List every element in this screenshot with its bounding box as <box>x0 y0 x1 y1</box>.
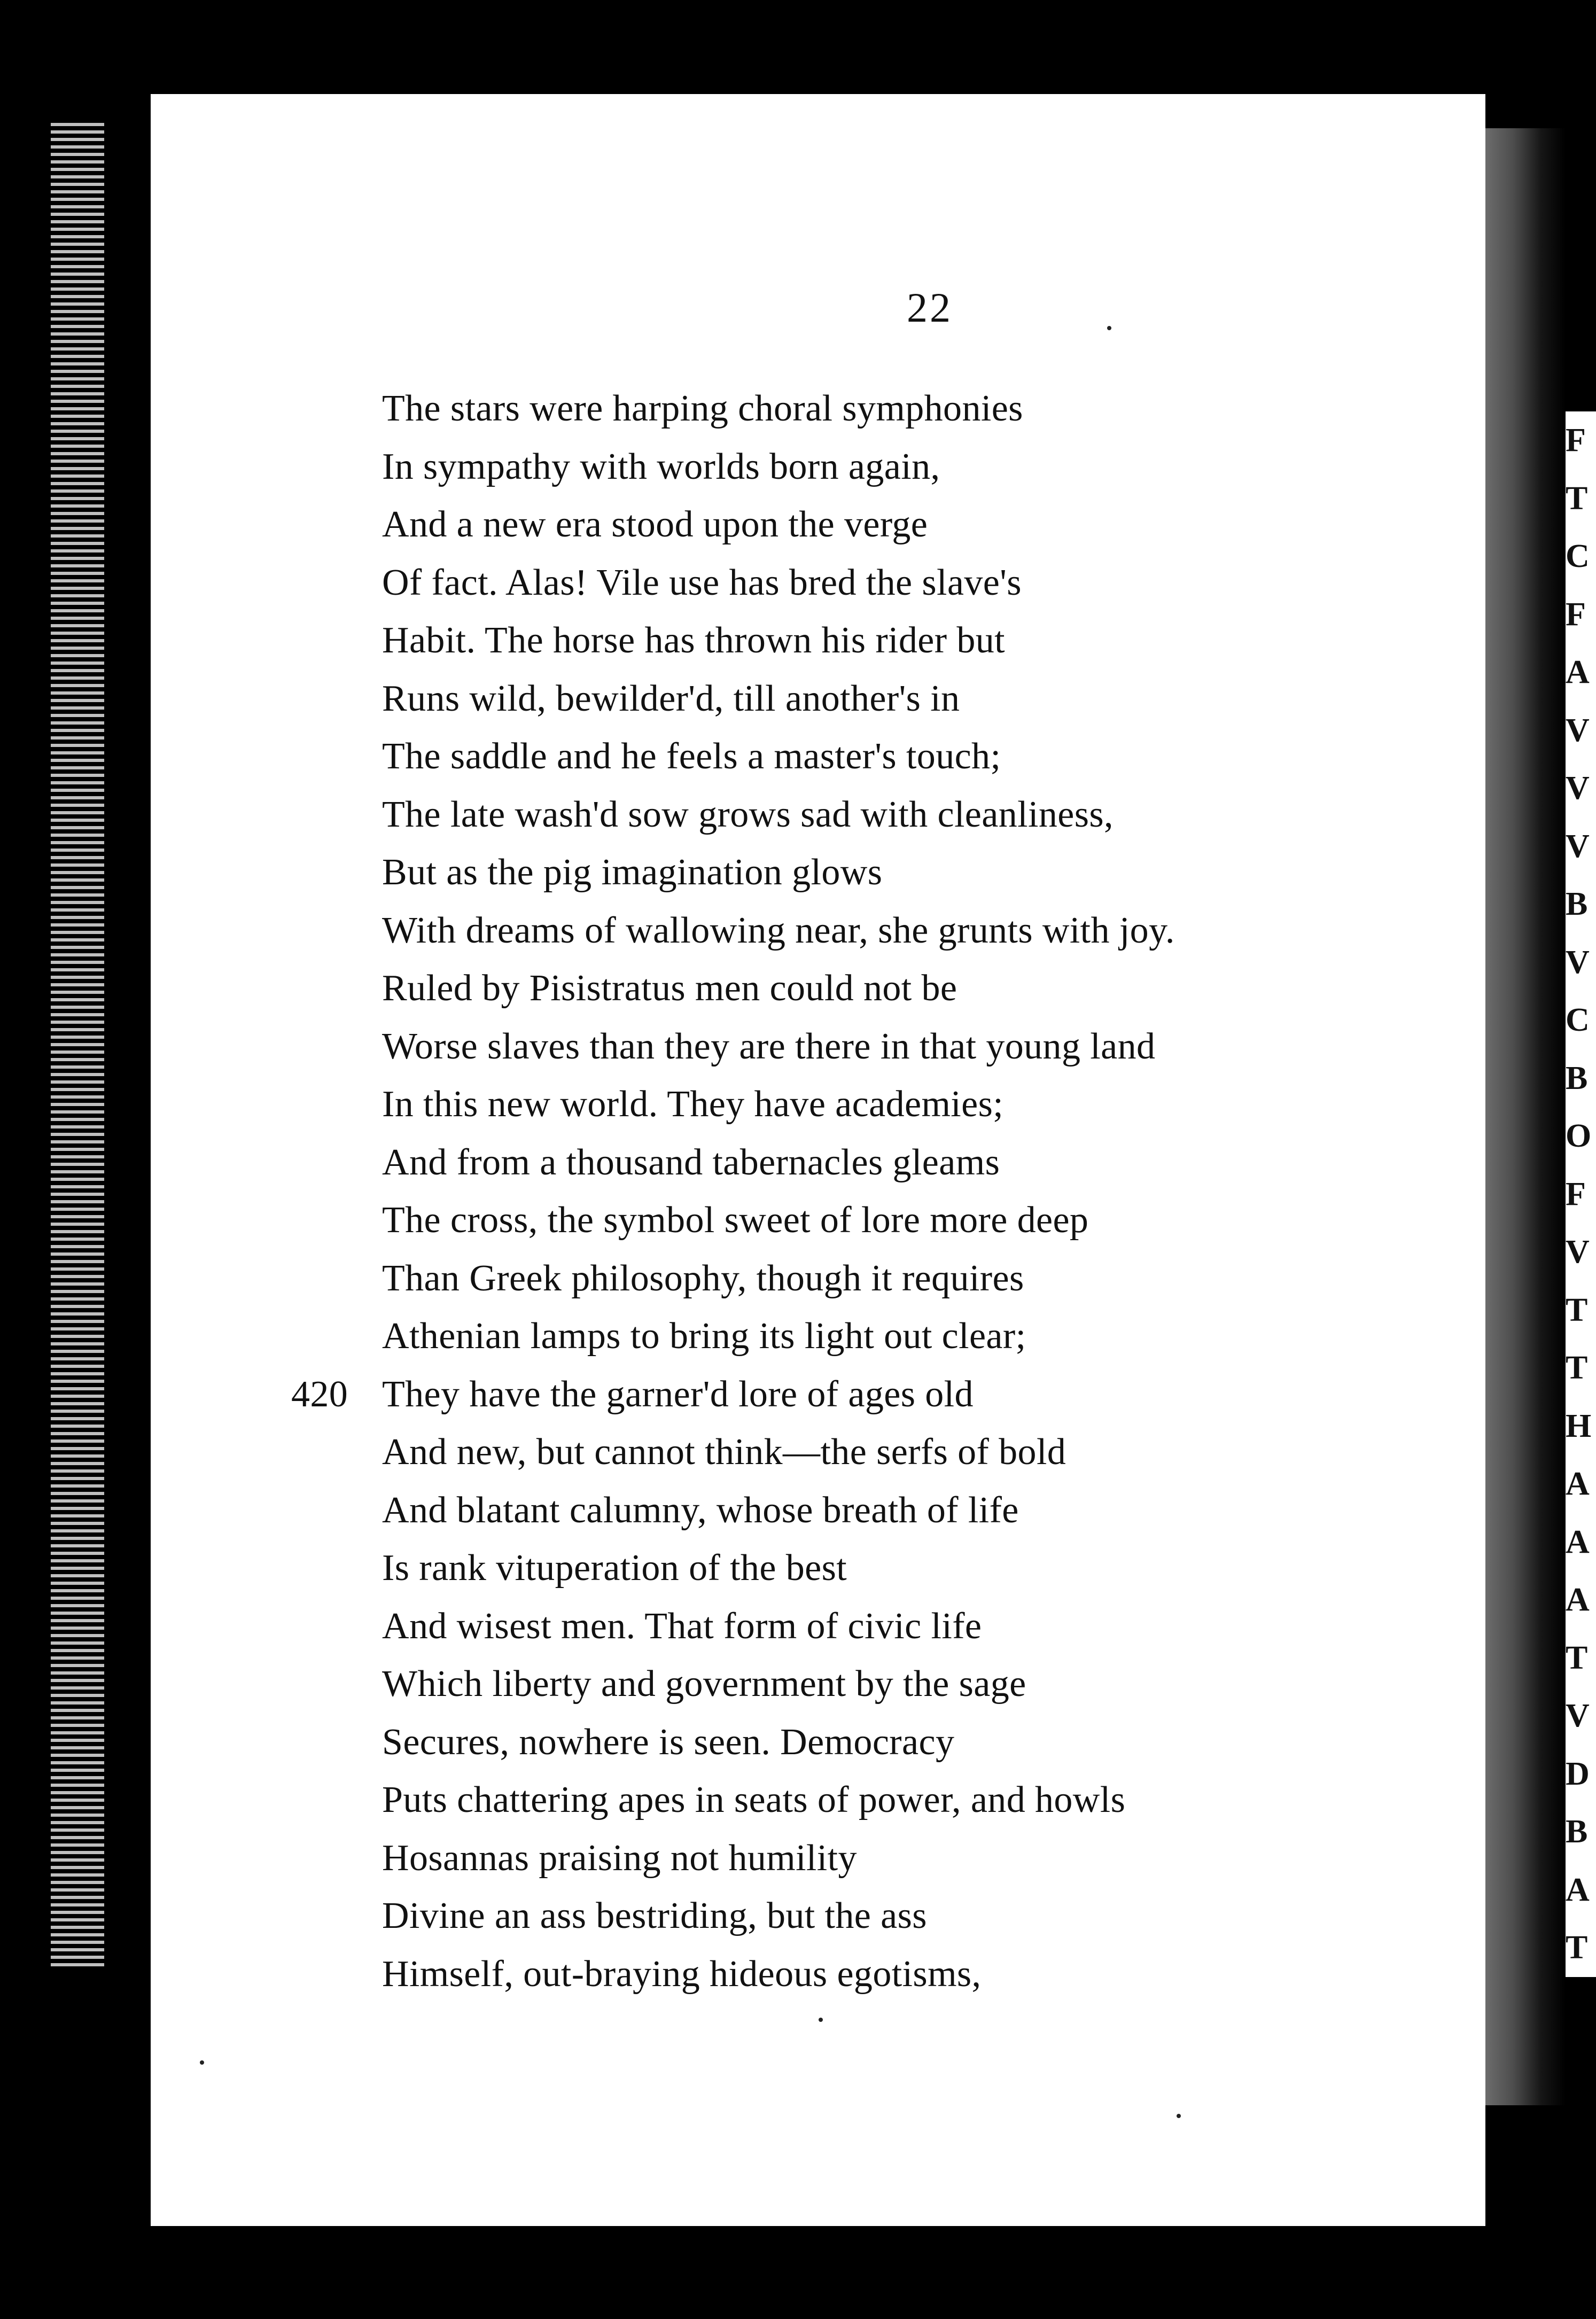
speck <box>819 2018 823 2022</box>
poem-text <box>291 380 1504 2003</box>
poem-line: The late wash'd sow grows sad with cleanliness, <box>382 793 1114 835</box>
poem-line: The saddle and he feels a master's touch; <box>382 736 1001 777</box>
poem-line: In sympathy with worlds born again, <box>382 446 940 487</box>
facing-page-letter: C <box>1566 527 1596 586</box>
facing-page-letter: F <box>1566 586 1596 644</box>
facing-page-letter: H <box>1566 1397 1596 1456</box>
poem-line: Which liberty and government by the sage <box>382 1663 1026 1705</box>
facing-page-letter: F <box>1566 1165 1596 1224</box>
facing-page-letter: V <box>1566 759 1596 818</box>
facing-page-letter: V <box>1566 818 1596 876</box>
poem-line: With dreams of wallowing near, she grunts with joy. <box>382 909 1175 951</box>
line-number: 420 <box>291 1373 348 1415</box>
poem-line: Puts chattering apes in seats of power, and howls <box>382 1779 1126 1820</box>
facing-page-letter: V <box>1566 702 1596 760</box>
facing-page-letter: T <box>1566 1339 1596 1397</box>
poem-line: And blatant calumny, whose breath of life <box>382 1489 1019 1531</box>
facing-page-letter: A <box>1566 1513 1596 1571</box>
book-spine-edge <box>51 123 104 1966</box>
facing-page-letter: B <box>1566 1049 1596 1108</box>
poem-line: Is rank vituperation of the best <box>382 1547 847 1589</box>
poem-line: Worse slaves than they are there in that young land <box>382 1025 1156 1067</box>
facing-page-letter: C <box>1566 991 1596 1049</box>
poem-line: The stars were harping choral symphonies <box>382 388 1023 429</box>
facing-page-letter: T <box>1566 1629 1596 1687</box>
speck <box>200 2060 204 2065</box>
facing-page-letter: T <box>1566 1919 1596 1977</box>
poem-line: And a new era stood upon the verge <box>382 504 928 545</box>
poem-line: And from a thousand tabernacles gleams <box>382 1141 1000 1183</box>
facing-page-margin <box>1566 411 1596 2175</box>
facing-page-letter: O <box>1566 1107 1596 1165</box>
poem-line: But as the pig imagination glows <box>382 852 883 893</box>
poem-line: And wisest men. That form of civic life <box>382 1605 982 1647</box>
poem-line: They have the garner'd lore of ages old 420 <box>382 1366 1504 1424</box>
facing-page-letter: F <box>1566 411 1596 470</box>
poem-line: Athenian lamps to bring its light out clear; <box>382 1316 1026 1357</box>
poem-line: Ruled by Pisistratus men could not be <box>382 968 957 1009</box>
poem-line: In this new world. They have academies; <box>382 1084 1004 1125</box>
poem-line: Himself, out-braying hideous egotisms, <box>382 1953 982 1995</box>
speck <box>1107 326 1111 330</box>
poem-line: Runs wild, bewilder'd, till another's in <box>382 678 960 719</box>
poem-line: Habit. The horse has thrown his rider but <box>382 620 1005 661</box>
poem-line: Of fact. Alas! Vile use has bred the slave's <box>382 562 1022 603</box>
facing-page-letter: A <box>1566 643 1596 702</box>
facing-page-letter: B <box>1566 875 1596 933</box>
facing-page-letter: A <box>1566 1571 1596 1629</box>
book-page <box>151 94 1485 2226</box>
facing-page-letter: V <box>1566 1223 1596 1281</box>
facing-page-letter: D <box>1566 1745 1596 1803</box>
poem-line: The cross, the symbol sweet of lore more deep <box>382 1200 1089 1241</box>
poem-line: Secures, nowhere is seen. Democracy <box>382 1721 955 1763</box>
scan-left-edge <box>0 0 150 2319</box>
speck <box>1177 2114 1181 2118</box>
page-number: 22 <box>907 284 953 331</box>
poem-line: Than Greek philosophy, though it requires <box>382 1257 1024 1299</box>
poem-line: And new, but cannot think—the serfs of bold <box>382 1431 1066 1473</box>
poem-line: Divine an ass bestriding, but the ass <box>382 1895 927 1936</box>
facing-page-letter: B <box>1566 1803 1596 1861</box>
poem-line: Hosannas praising not humility <box>382 1837 857 1879</box>
facing-page-letter: V <box>1566 1687 1596 1745</box>
facing-page-letter: A <box>1566 1861 1596 1919</box>
facing-page-letter: T <box>1566 470 1596 528</box>
facing-page-letter: T <box>1566 1281 1596 1340</box>
facing-page-letter: A <box>1566 1455 1596 1513</box>
facing-page-letter: V <box>1566 933 1596 992</box>
